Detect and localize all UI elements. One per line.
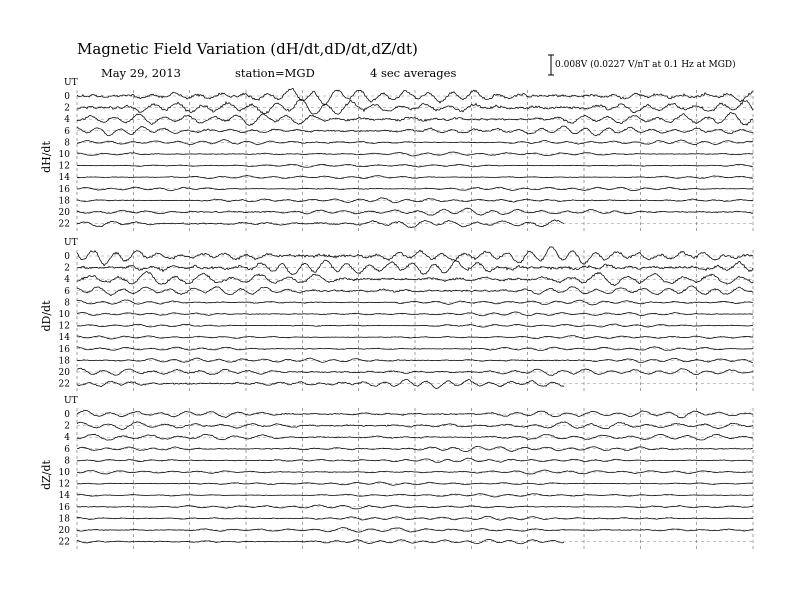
hour-tick-dddt-4: 8 — [64, 298, 70, 309]
trace-dzdt-22 — [77, 539, 564, 543]
hour-tick-dzdt-10: 20 — [58, 526, 70, 536]
hour-tick-dhdt-11: 22 — [58, 219, 70, 230]
hour-tick-dddt-7: 14 — [58, 333, 70, 344]
scale-bar-label: 0.008V (0.0227 V/nT at 0.1 Hz at MGD) — [555, 60, 736, 70]
hour-tick-dhdt-4: 8 — [64, 138, 70, 149]
hour-tick-dhdt-10: 20 — [58, 208, 70, 218]
hour-tick-dzdt-0: 0 — [64, 410, 70, 420]
hour-tick-dhdt-2: 4 — [64, 115, 70, 126]
hour-tick-dhdt-7: 14 — [58, 173, 70, 184]
hour-tick-dhdt-5: 10 — [58, 150, 70, 160]
trace-dhdt-2 — [77, 99, 753, 114]
hour-tick-dhdt-8: 16 — [58, 184, 70, 195]
hour-tick-dddt-2: 4 — [64, 275, 70, 286]
chart-title: Magnetic Field Variation (dH/dt,dD/dt,dZ/dt) — [77, 40, 418, 58]
hour-tick-dddt-9: 18 — [58, 356, 70, 367]
ylabel-dddt: dD/dt — [40, 300, 53, 332]
hour-tick-dzdt-6: 12 — [58, 479, 70, 490]
averaging-label: 4 sec averages — [370, 66, 457, 80]
hour-tick-dddt-5: 10 — [58, 310, 70, 320]
hour-tick-dddt-10: 20 — [58, 368, 70, 378]
ylabel-dhdt: dH/dt — [40, 141, 53, 173]
hour-tick-dddt-11: 22 — [58, 379, 70, 390]
hour-tick-dhdt-0: 0 — [64, 92, 70, 102]
hour-tick-dddt-6: 12 — [58, 321, 70, 332]
hour-tick-dzdt-1: 2 — [64, 421, 70, 432]
hour-tick-dzdt-2: 4 — [64, 433, 70, 444]
hour-tick-dzdt-9: 18 — [58, 514, 70, 525]
trace-dhdt-22 — [77, 220, 564, 228]
station-label: station=MGD — [235, 66, 315, 80]
hour-tick-dzdt-8: 16 — [58, 502, 70, 513]
ut-label-dddt: UT — [64, 238, 78, 248]
hour-tick-dzdt-4: 8 — [64, 456, 70, 467]
ylabel-dzdt: dZ/dt — [40, 460, 53, 490]
hour-tick-dzdt-7: 14 — [58, 491, 70, 502]
hour-tick-dddt-1: 2 — [64, 263, 70, 274]
hour-tick-dhdt-9: 18 — [58, 196, 70, 207]
hour-tick-dhdt-6: 12 — [58, 161, 70, 172]
hour-tick-dzdt-5: 10 — [58, 468, 70, 478]
trace-dddt-4 — [77, 272, 753, 286]
date-label: May 29, 2013 — [101, 66, 181, 80]
hour-tick-dhdt-3: 6 — [64, 126, 70, 137]
hour-tick-dddt-3: 6 — [64, 286, 70, 297]
hour-tick-dddt-8: 16 — [58, 344, 70, 355]
hour-tick-dzdt-11: 22 — [58, 537, 70, 548]
hour-tick-dddt-0: 0 — [64, 252, 70, 262]
hour-tick-dzdt-3: 6 — [64, 444, 70, 455]
trace-dddt-22 — [77, 379, 564, 388]
ut-label-dzdt: UT — [64, 396, 78, 406]
hour-tick-dhdt-1: 2 — [64, 103, 70, 114]
ut-label-dhdt: UT — [64, 78, 78, 88]
